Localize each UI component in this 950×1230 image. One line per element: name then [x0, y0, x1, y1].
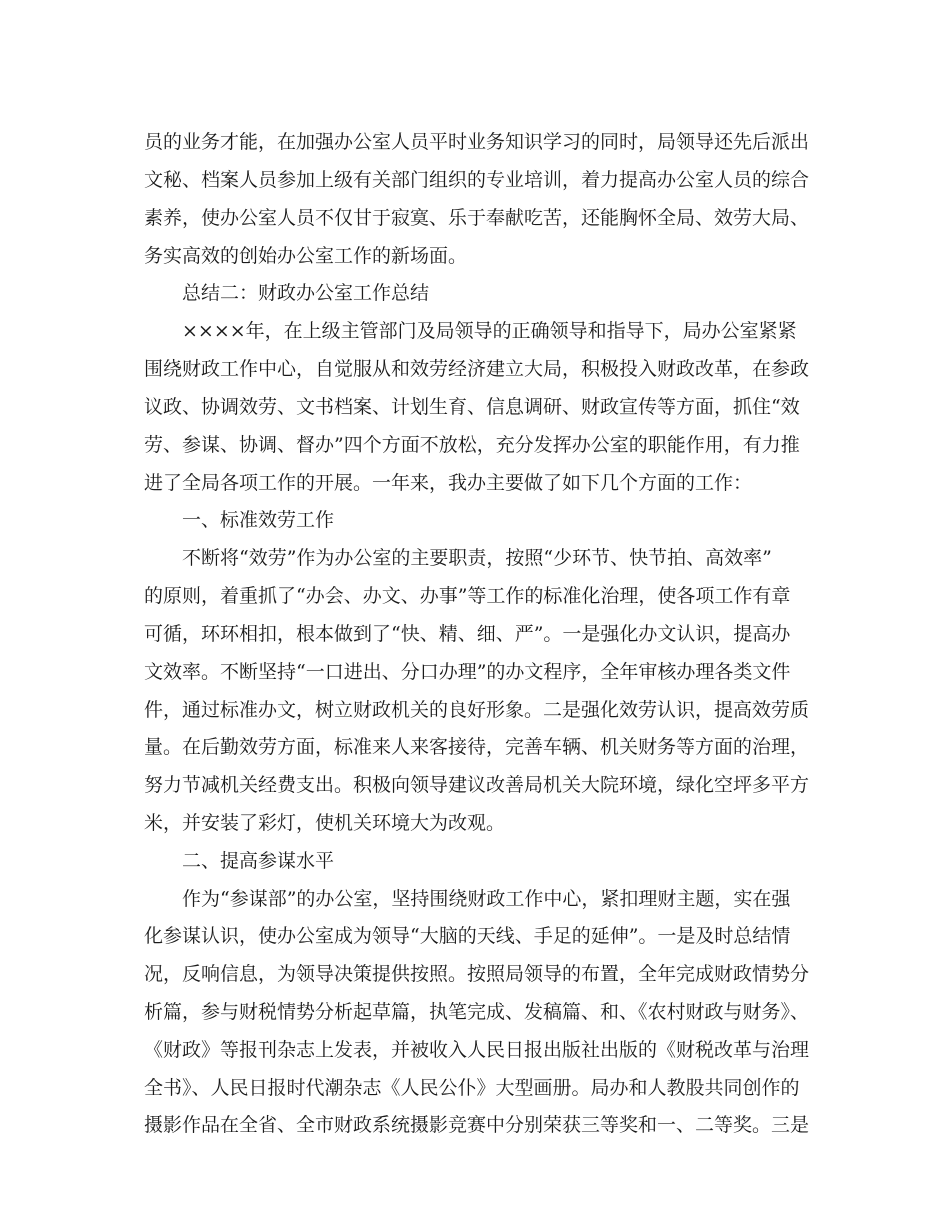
body-text-line: 不断将“效劳”作为办公室的主要职责，按照“少环节、快节拍、高效率” — [182, 547, 772, 569]
body-text-line: 素养，使办公室人员不仅甘于寂寞、乐于奉献吃苦，还能胸怀全局、效劳大局、 — [144, 207, 810, 229]
body-text-line: 全书》、人民日报时代潮杂志《人民公仆》大型画册。局办和人教股共同创作的 — [144, 1077, 800, 1099]
body-text-line: 可循，环环相扣，根本做到了“快、精、细、严”。一是强化办文认识，提高办 — [144, 623, 791, 645]
body-text-line: 员的业务才能，在加强办公室人员平时业务知识学习的同时，局领导还先后派出 — [144, 131, 810, 153]
body-text-line: 文秘、档案人员参加上级有关部门组织的专业培训，着力提高办公室人员的综合 — [144, 169, 810, 191]
body-text-line: 件，通过标准办文，树立财政机关的良好形象。二是强化效劳认识，提高效劳质 — [144, 699, 810, 721]
body-text-line: 劳、参谋、协调、督办”四个方面不放松，充分发挥办公室的职能作用，有力推 — [144, 434, 800, 456]
body-text-line: 量。在后勤效劳方面，标准来人来客接待，完善车辆、机关财务等方面的治理， — [144, 736, 810, 758]
section-heading: 二、提高参谋水平 — [182, 850, 335, 872]
body-text-line: ××××年，在上级主管部门及局领导的正确领导和指导下，局办公室紧紧 — [182, 320, 797, 342]
body-text-line: 努力节减机关经费支出。积极向领导建议改善局机关大院环境，绿化空坪多平方 — [144, 774, 810, 796]
section-heading: 总结二：财政办公室工作总结 — [182, 282, 430, 304]
section-heading: 一、标准效劳工作 — [182, 509, 335, 531]
body-text-line: 析篇，参与财税情势分析起草篇，执笔完成、发稿篇、和、《农村财政与财务》、 — [144, 1001, 810, 1023]
body-text-line: 作为“参谋部”的办公室，坚持围绕财政工作中心，紧扣理财主题，实在强 — [182, 888, 791, 910]
body-text-line: 围绕财政工作中心，自觉服从和效劳经济建立大局，积极投入财政改革，在参政 — [144, 358, 810, 380]
body-text-line: 米，并安装了彩灯，使机关环境大为改观。 — [144, 812, 506, 834]
body-text-line: 文效率。不断坚持“一口进出、分口办理”的办文程序，全年审核办理各类文件 — [144, 661, 791, 683]
body-text-line: 议政、协调效劳、文书档案、计划生育、信息调研、财政宣传等方面，抓住“效 — [144, 396, 800, 418]
body-text-line: 进了全局各项工作的开展。一年来，我办主要做了如下几个方面的工作： — [144, 472, 753, 494]
body-text-line: 化参谋认识，使办公室成为领导“大脑的天线、手足的延伸”。一是及时总结情 — [144, 925, 791, 947]
body-text-line: 务实高效的创始办公室工作的新场面。 — [144, 245, 468, 267]
body-text-line: 的原则，着重抓了“办会、办文、办事”等工作的标准化治理，使各项工作有章 — [144, 585, 791, 607]
body-text-line: 况，反响信息，为领导决策提供按照。按照局领导的布置，全年完成财政情势分 — [144, 963, 810, 985]
body-text-line: 《财政》等报刊杂志上发表，并被收入人民日报出版社出版的《财税改革与治理 — [144, 1039, 810, 1061]
body-text-line: 摄影作品在全省、全市财政系统摄影竞赛中分别荣获三等奖和一、二等奖。三是 — [144, 1114, 810, 1136]
